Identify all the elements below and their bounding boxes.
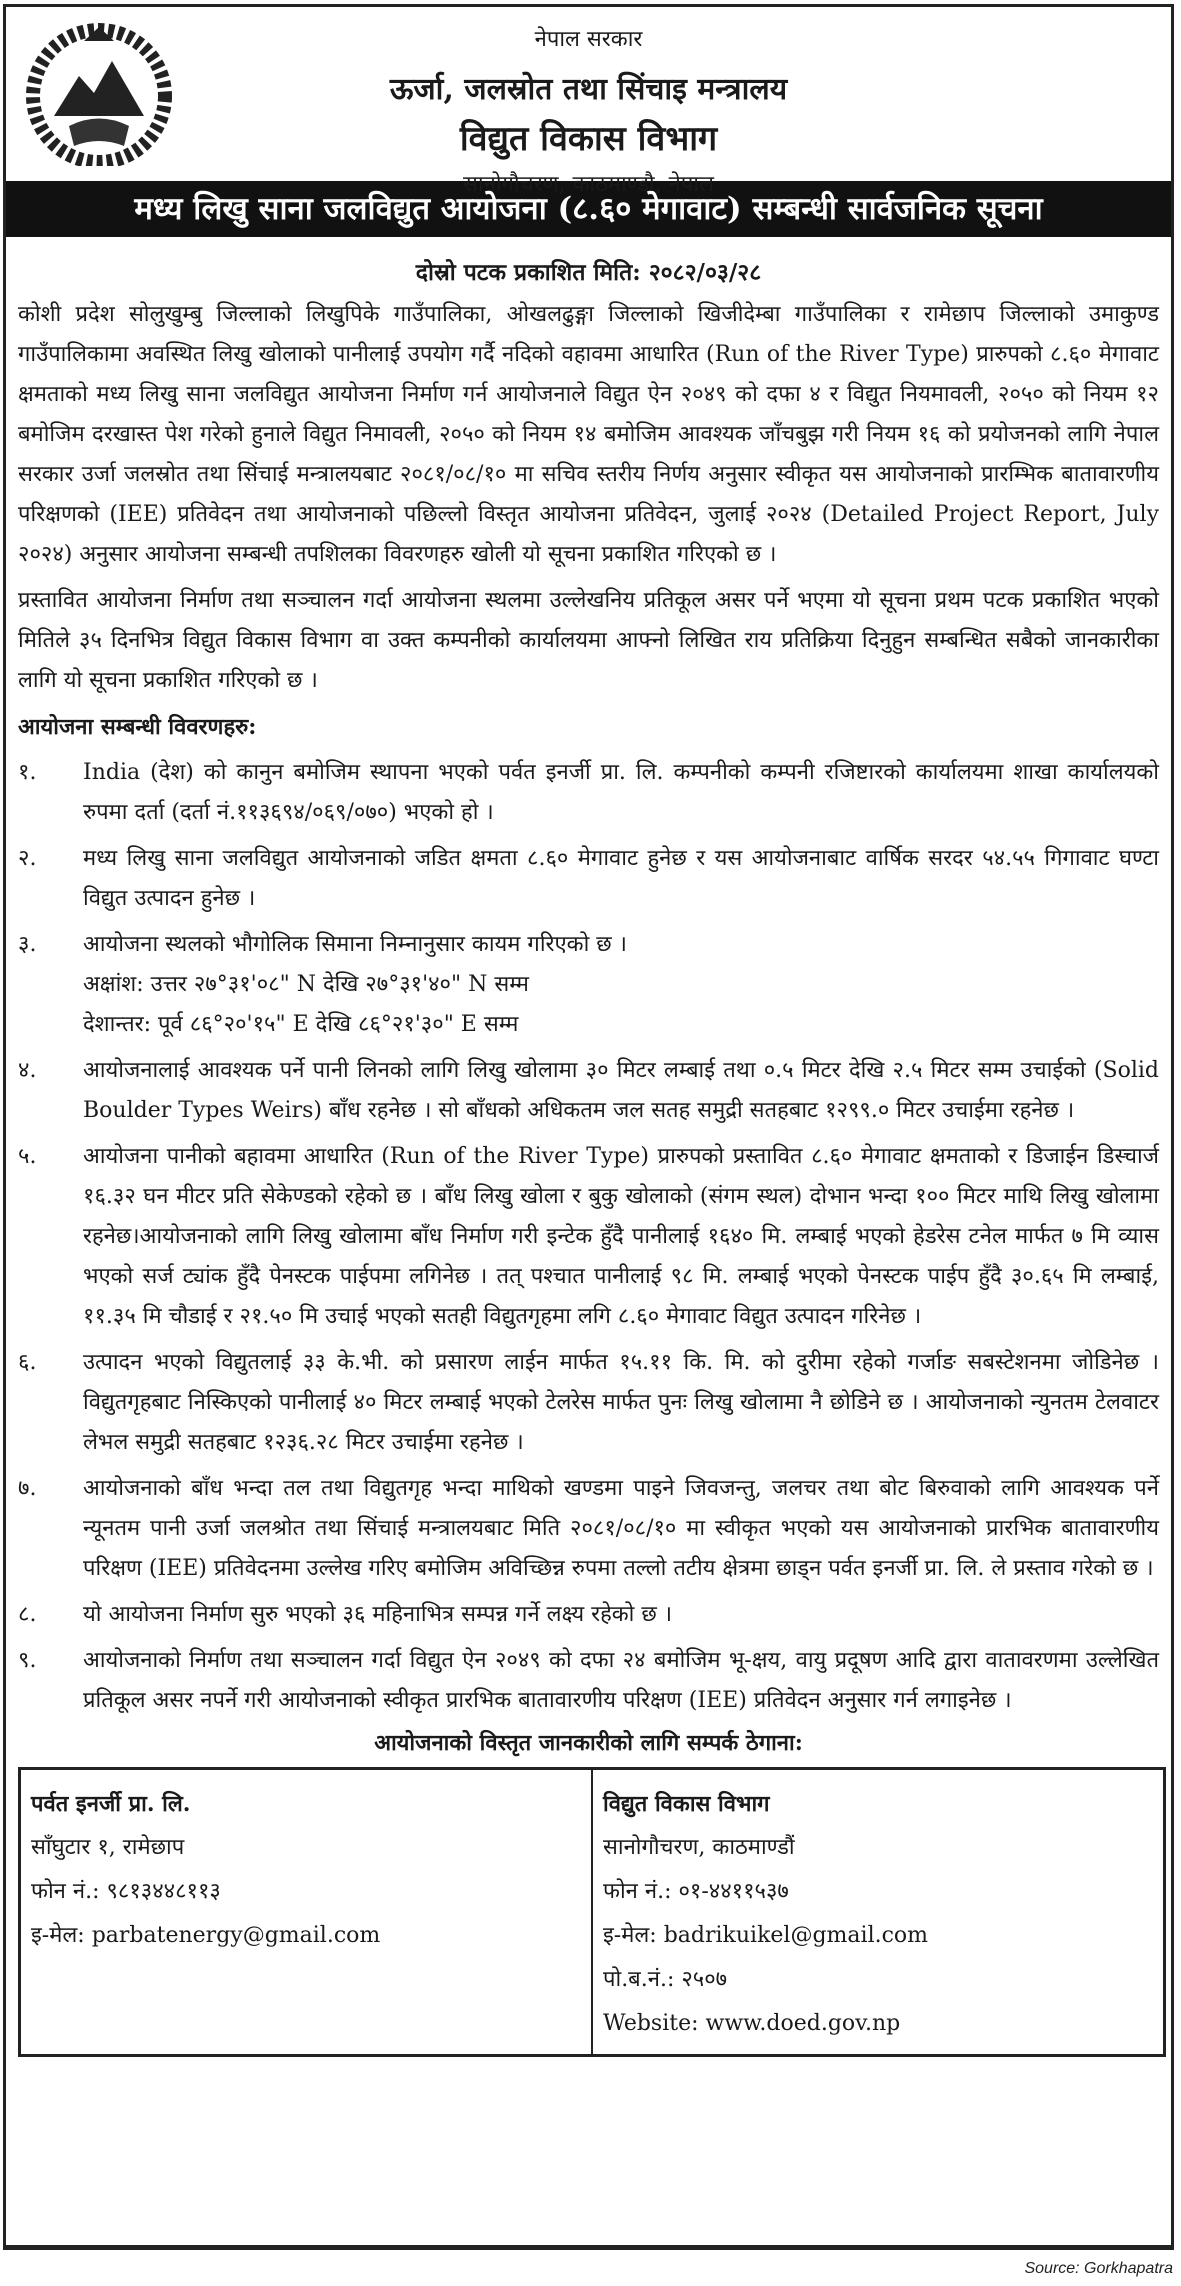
intro-paragraph: कोशी प्रदेश सोलुखुम्बु जिल्लाको लिखुपिके गाउँपालिका, ओखलढुङ्गा जिल्लाको खिजीदेम्बा गाउँपालिका र रामेछाप जिल्लाको उमाकुण्ड गाउँपालिकामा अवस्थित लिखु खोलाको पानीलाई उपयोग गर्दै नदिको वहावमा आधारित (Run of the River Type) प्रारुपको ८.६० मेगावाट क्षमताको मध्य लिखु साना जलविद्युत आयोजना निर्माण गर्न आयोजनाले विद्युत ऐन २०४९ को दफा ४ र विद्युत नियमावली, २०५० को नियम १२ बमोजिम दरखास्त पेश गरेको हुनाले विद्युत निमावली, २०५० को नियम १४ बमोजिम आवश्यक जाँचबुझ गरी नियम १६ को प्रयोजनको लागि नेपाल सरकार उर्जा जलस्रोत तथा सिंचाई मन्त्रालयबाट २०८१/०८/१० मा सचिव स्तरीय निर्णय अनुसार स्वीकृत यस आयोजनाको प्रारम्भिक बातावारणीय परिक्षणको (IEE) प्रतिवेदन तथा आयोजनाको पछिल्लो विस्तृत आयोजना प्रतिवेदन, जुलाई २०२४ (Detailed Project Report, July २०२४) अनुसार आयोजना सम्बन्धी तपशिलका विवरणहरु खोली यो सूचना प्रकाशित गरिएको छ । [18, 302, 1159, 567]
details-heading: आयोजना सम्बन्धी विवरणहरु: [18, 714, 257, 740]
government-label: नेपाल सरकार [534, 27, 643, 52]
contact-heading: आयोजनाको विस्तृत जानकारीको लागि सम्पर्क ठेगाना: [374, 1730, 803, 1756]
item-number: ४. [18, 1058, 37, 1083]
item-text: उत्पादन भएको विद्युतलाई ३३ के.भी. को प्रसारण लाईन मार्फत १५.११ कि. मि. को दुरीमा रहेको गर्जाङ सबस्टेशनमा जोडिनेछ । विद्युतगृहबाट निस्किएको पानीलाई ४० मिटर लम्बाई भएको टेलरेस मार्फत पुनः लिखु खोलामा नै छोडिने छ । आयोजनाको न्युनतम टेलवाटर लेभल समुद्री सतहबाट १२३६.२८ मिटर उचाईमा रहनेछ । [83, 1350, 1159, 1455]
item-text: आयोजना पानीको बहावमा आधारित (Run of the River Type) प्रारुपको प्रस्तावित ८.६० मेगावाट क्षमताको र डिजाईन डिस्चार्ज १६.३२ घन मीटर प्रति सेकेण्डको रहेको छ । बाँध लिखु खोला र बुकु खोलाको (संगम स्थल) दोभान भन्दा १०० मिटर माथि लिखु खोलामा रहनेछ।आयोजनाको लागि लिखु खोलामा बाँध निर्माण गरी इन्टेक हुँदै पानीलाई १६४० मि. लम्बाई भएको हेडरेस टनेल मार्फत ७ मि व्यास भएको सर्ज ट्यांक हुँदै पेनस्टक पाईपमा लगिनेछ । तत् पश्चात पानीलाई ९८ मि. लम्बाई भएको पेनस्टक पाईप हुँदै ३०.६५ मि लम्बाई, ११.३५ मि चौडाई र २१.५० मि उचाई भएको सतही विद्युतगृहमा लगि ८.६० मेगावाट विद्युत उत्पादन गरिनेछ । [83, 1144, 1159, 1329]
details-list [18, 753, 1159, 1721]
objection-paragraph: प्रस्तावित आयोजना निर्माण तथा सञ्चालन गर्दा आयोजना स्थलमा उल्लेखनिय प्रतिकूल असर पर्ने भएमा यो सूचना प्रथम पटक प्रकाशित भएको मितिले ३५ दिनभित्र विद्युत विकास विभाग वा उक्त कम्पनीको कार्यालयमा आफ्नो लिखित राय प्रतिक्रिया दिनुहुन सम्बन्धित सबैको जानकारीका लागि यो सूचना प्रकाशित गरिएको छ । [18, 588, 1159, 693]
nepal-government-emblem-icon [24, 21, 174, 166]
item-number: ८. [18, 1602, 37, 1627]
department-contact-address: सानोगौचरण, काठमाण्डौं [603, 1835, 795, 1860]
department-contact-name: विद्युत विकास विभाग [603, 1791, 770, 1817]
notice-frame [3, 4, 1174, 2250]
company-contact [20, 1769, 593, 2056]
item-number: ३. [18, 932, 37, 957]
department-name: विद्युत विकास विभाग [459, 119, 718, 159]
item-text: आयोजनालाई आवश्यक पर्ने पानी लिनको लागि लिखु खोलामा ३० मिटर लम्बाई तथा ०.५ मिटर देखि २.५ मिटर सम्म उचाईको (Solid Boulder Types Weirs) बाँध रहनेछ । सो बाँधको अधिकतम जल सतह समुद्री सतहबाट १२९९.० मिटर उचाईमा रहनेछ । [83, 1058, 1159, 1123]
list-item [18, 753, 1159, 833]
department-address: सानोगौचरण, काठमाण्डौ, नेपाल [463, 172, 714, 197]
item-text: आयोजनाको निर्माण तथा सञ्चालन गर्दा विद्युत ऐन २०४९ को दफा २४ बमोजिम भू-क्षय, वायु प्रदूषण आदि द्वारा वातावरणमा उल्लेखित प्रतिकूल असर नपर्ने गरी आयोजनाको स्वीकृत प्रारभिक बातावारणीय परिक्षण (IEE) प्रतिवेदन अनुसार गर्न लगाइनेछ । [83, 1648, 1159, 1713]
item-number: १. [18, 760, 37, 785]
department-email: इ-मेल: badrikuikel@gmail.com [603, 1923, 929, 1948]
list-item [18, 1051, 1159, 1131]
item-number: ९. [18, 1648, 37, 1673]
item-number: २. [18, 846, 37, 871]
publish-date: दोस्रो पटक प्रकाशित मिति: २०८२/०३/२८ [415, 259, 762, 286]
longitude-text: देशान्तर: पूर्व ८६°२०'१५" E देखि ८६°२१'३०" E सम्म [83, 1012, 519, 1037]
list-item [18, 839, 1159, 919]
item-number: ७. [18, 1476, 37, 1501]
latitude-text: अक्षांश: उत्तर २७°३१'०८" N देखि २७°३१'४०" N सम्म [83, 972, 529, 997]
item-number: ६. [18, 1350, 37, 1375]
source-credit: Source: Gorkhapatra [1024, 2260, 1173, 2277]
company-name: पर्वत इनर्जी प्रा. लि. [31, 1791, 191, 1817]
list-item [18, 1469, 1159, 1589]
department-pobox: पो.ब.नं.: २५०७ [603, 1967, 728, 1992]
company-address: साँघुटार १, रामेछाप [31, 1835, 185, 1860]
contact-table [18, 1767, 1166, 2057]
item-text: India (देश) को कानुन बमोजिम स्थापना भएको पर्वत इनर्जी प्रा. लि. कम्पनीको कम्पनी रजिष्टारको कार्यालयमा शाखा कार्यालयको रुपमा दर्ता (दर्ता नं.११३६९४/०६९/०७०) भएको हो । [83, 760, 1159, 825]
company-email: इ-मेल: parbatenergy@gmail.com [31, 1923, 381, 1948]
item-text: यो आयोजना निर्माण सुरु भएको ३६ महिनाभित्र सम्पन्न गर्ने लक्ष्य रहेको छ । [83, 1602, 673, 1627]
notice-title: मध्य लिखु साना जलविद्युत आयोजना (८.६० मेगावाट) सम्बन्धी सार्वजनिक सूचना [6, 181, 1171, 237]
department-phone: फोन नं.: ०१-४४११५३७ [603, 1879, 789, 1904]
list-item [18, 925, 1159, 1045]
company-phone: फोन नं.: ९८१३४४८११३ [31, 1879, 221, 1904]
list-item [18, 1343, 1159, 1463]
notice-body [6, 295, 1171, 1721]
item-number: ५. [18, 1144, 37, 1169]
list-item [18, 1595, 1159, 1635]
department-website: Website: www.doed.gov.np [603, 2011, 901, 2036]
ministry-name: ऊर्जा, जलस्रोत तथा सिंचाइ मन्त्रालय [389, 72, 788, 107]
department-contact [592, 1769, 1165, 2056]
list-item [18, 1641, 1159, 1721]
item-text: आयोजना स्थलको भौगोलिक सिमाना निम्नानुसार कायम गरिएको छ । [83, 932, 628, 957]
notice-header [6, 7, 1171, 197]
list-item [18, 1137, 1159, 1337]
item-text: आयोजनाको बाँध भन्दा तल तथा विद्युतगृह भन्दा माथिको खण्डमा पाइने जिवजन्तु, जलचर तथा बोट बिरुवाको लागि आवश्यक पर्ने न्यूनतम पानी उर्जा जलश्रोत तथा सिंचाई मन्त्रालयबाट मिति २०८१/०८/१० मा स्वीकृत भएको यस आयोजनाको प्रारभिक बातावारणीय परिक्षण (IEE) प्रतिवेदनमा उल्लेख गरिए बमोजिम अविच्छिन्न रुपमा तल्लो तटीय क्षेत्रमा छाड्न पर्वत इनर्जी प्रा. लि. ले प्रस्ताव गरेको छ । [83, 1476, 1159, 1581]
item-text: मध्य लिखु साना जलविद्युत आयोजनाको जडित क्षमता ८.६० मेगावाट हुनेछ र यस आयोजनाबाट वार्षिक सरदर ५४.५५ गिगावाट घण्टा विद्युत उत्पादन हुनेछ । [83, 846, 1159, 911]
